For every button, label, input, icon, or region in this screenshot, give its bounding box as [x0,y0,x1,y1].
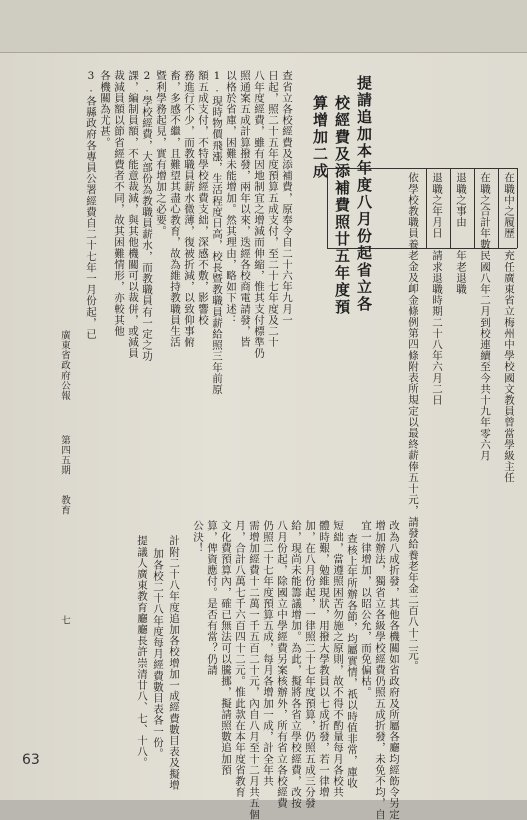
text-line: 改為八成折發，其他各機關如省政府及所屬各廳均經飭令另定 [388,520,400,820]
text-line: 文化費預算內，確已無法可以騰挪，擬請照數追加預 [220,520,232,776]
handwritten-page-number: 63 [22,752,40,768]
text-line: 日起，照二十五年度預算五成支付，至二十七年度及二十 [267,70,279,348]
text-line: 務進行不少，而教職員薪水微薄，復被折減，以致仰事俯 [183,70,195,348]
row-label-years: 在職之合計年數 [479,172,491,250]
text-line: 以格於省庫，困難未能增加。然其理由，略如下述： [225,70,237,326]
row-value-years: 民國八年二月到校連續至今共十九年零六月 [479,250,491,461]
text-line: 仍照二十七年度預算五成，每月各增加一成，計全年共 [262,520,274,787]
section-label: 教育 [59,495,70,516]
text-line: 八年度經費，雖有因地制宜之增減而伸縮，惟其支付標準仍 [253,70,265,359]
row-label-date: 退職之年月日 [431,172,443,239]
text-line: 查核上年所辦各節，均屬實情，祇以時值非常，庫收 [346,533,358,789]
issue-number: 第四五期 [59,435,70,476]
title-line: 校經費及添補費照廿五年度預 [333,95,351,316]
text-line: 短絀，當遵照困苦勿施之原則，故不得不酌量每月各校共 [332,520,344,798]
attachment-note: 加各校二十八年度每月經費數目表各一份。 [152,548,164,759]
row-value-date: 請求退職時期二十八年六月二日 [431,250,443,406]
text-line: 體時艱，勉維現狀，用撥大學教員以七成折發，若一律增 [318,520,330,798]
text-line: 畜，多感不繼，且難望其盡心教育，故為維持教職員生活 [169,70,181,348]
text-line: 月，合計八萬七千六百四十二元。惟此款在本年度省教育 [234,520,246,798]
text-line: 加，在八月份起，一律照二十七年度預算，仍照五成三分發 [304,520,316,809]
table-note: 依學校教職員養老金及卹金條例第四條附表所規定以最終薪俸五十元，請發給養老年金二百八十二元。 [407,172,419,672]
title-line: 提請追加本年度八月份起省立各 [355,75,373,313]
text-line: 查省立各校經費及添補費，原奉令自二十六年九月一 [281,70,293,326]
row-value-reason: 年老退職 [455,250,467,295]
scan-top-margin [0,0,527,53]
text-line: 各機關為尤甚。 [99,70,111,148]
proposer-line: 提議人廣東教育廳廳長許崇清廿八、七、十八。 [136,535,148,769]
row-label-reason: 退職之事由 [455,172,467,228]
text-line: 1.現時物價飛漲，生活程度日高，校長暨教職員薪給照三年前原 [211,70,223,395]
gazette-title: 廣東省政府公報 [59,330,70,401]
text-line: 八月份起，除國立中學經費另案核辦外，所有省立各校經費 [276,520,288,809]
text-line: 算，俾資應付。是否有當？仍請 [206,520,218,676]
title-line: 算增加二成 [311,95,329,180]
text-line: 照通案五成計算撥發，兩年以來，迭經各校商電請發，皆 [239,70,251,348]
text-line: 課，編制員額，不能意裁減，與其他機關可以裁併，或減員 [127,70,139,359]
text-line: 增加辦法，獨省立各級學校經費仍照五成折發，未免不均，自 [374,520,386,820]
text-line: 暨利學務起見，實有增加之必要。 [155,70,167,237]
row-value-history: 充任廣東省立梅州中學校國文教員曾當學級主任 [503,250,515,484]
text-line: 裁減員額以節省經費者不同，故其困難情形，亦較其他 [113,70,125,337]
text-line: 宜一律增加，以昭公允，而免偏枯。 [360,520,372,698]
text-line: 公決！ [192,520,204,554]
text-line: 給，現尚未能籌議增加。為此，擬將各省立學校經費，改按 [290,520,302,809]
text-line: 需增加經費十二萬一千五百二十元，內自八月至十二月共五個 [248,520,260,820]
text-line: 2.學校經費，大部份為教職員薪水，而教職員有一定之功 [141,70,153,362]
text-line: 3.各縣政府各專員公署經費自二十七年一月份起，已 [85,70,97,340]
page-number: 七 [59,615,70,626]
attachment-note: 計附二十八年度追加各校增加一成經費數目表及擬增 [168,535,180,791]
text-line: 額五成支付，不特學校經費支絀，深感不敷，影響校 [197,70,209,326]
row-label-history: 在職中之履歷 [503,172,515,239]
